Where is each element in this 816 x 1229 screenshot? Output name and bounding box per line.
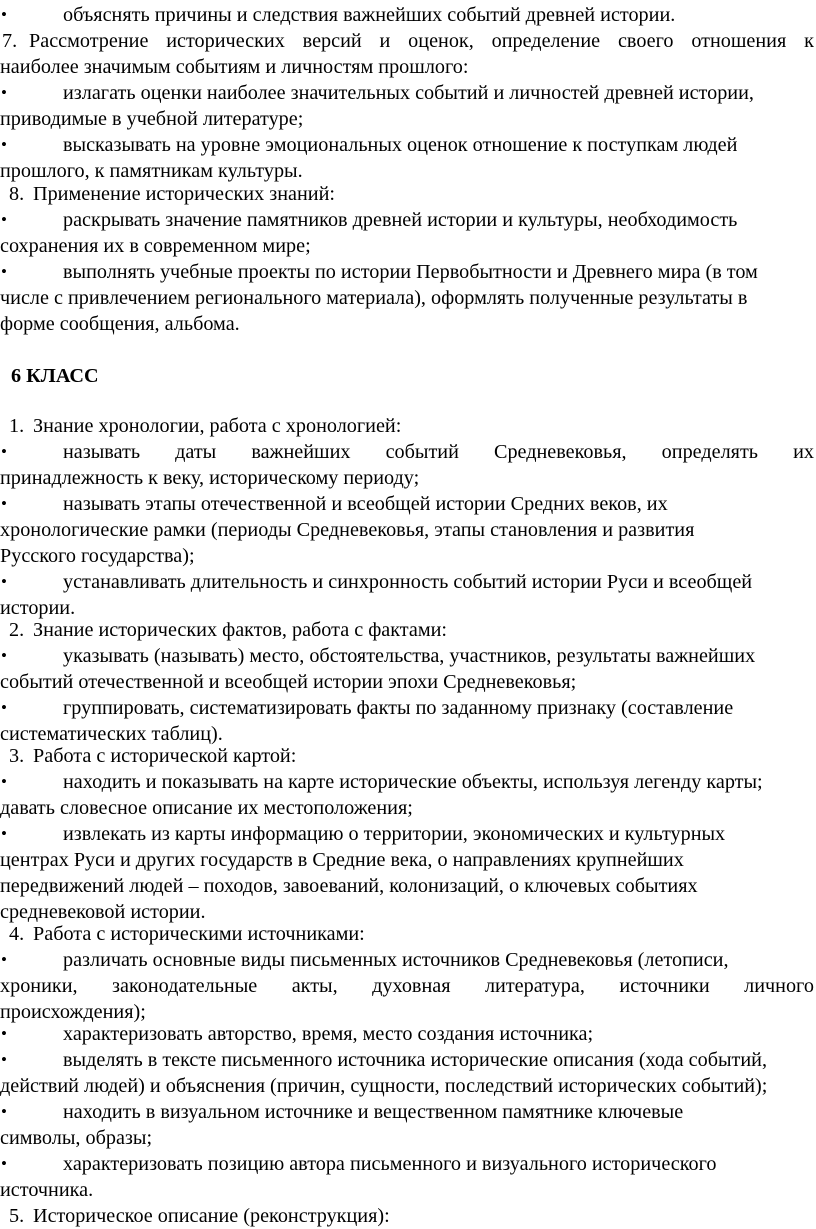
text-line: источника. bbox=[0, 1179, 94, 1201]
text-line: выделять в тексте письменного источника исторические описания (хода событий, bbox=[63, 1049, 768, 1071]
text-line: устанавливать длительность и синхронность событий истории Руси и всеобщей bbox=[63, 571, 753, 593]
bullet-icon: • bbox=[1, 1050, 7, 1069]
bullet-icon: • bbox=[1, 494, 7, 513]
heading-text: 6 КЛАСС bbox=[11, 365, 99, 387]
item-number: 8. bbox=[9, 183, 25, 205]
text-line: находить и показывать на карте исторические объекты, используя легенду карты; bbox=[63, 771, 763, 793]
text-line: числе с привлечением регионального материала), оформлять полученные результаты в bbox=[0, 287, 748, 309]
item-number: 1. bbox=[9, 415, 25, 437]
text-line: наиболее значимым событиям и личностям прошлого: bbox=[0, 56, 469, 78]
text-line: давать словесное описание их местоположения; bbox=[0, 797, 413, 819]
bullet-icon: • bbox=[1, 950, 7, 969]
text-line: Работа с исторической картой: bbox=[33, 745, 297, 767]
text-line: характеризовать авторство, время, место создания источника; bbox=[63, 1023, 594, 1045]
text-line: Знание исторических фактов, работа с фактами: bbox=[33, 619, 448, 641]
bullet-icon: • bbox=[1, 698, 7, 717]
bullet-icon: • bbox=[1, 1154, 7, 1173]
bullet-icon: • bbox=[1, 572, 7, 591]
bullet-icon: • bbox=[1, 442, 7, 461]
text-line: называть этапы отечественной и всеобщей истории Средних веков, их bbox=[63, 493, 668, 515]
text-line: излагать оценки наиболее значительных событий и личностей древней истории, bbox=[63, 82, 754, 104]
text-line: раскрывать значение памятников древней истории и культуры, необходимость bbox=[63, 209, 738, 231]
text-line: приводимые в учебной литературе; bbox=[0, 108, 304, 130]
text-line: объяснять причины и следствия важнейших событий древней истории. bbox=[63, 4, 676, 26]
text-line: хронологические рамки (периоды Средневековья, этапы становления и развития bbox=[0, 519, 695, 541]
text-line: Рассмотрение исторических версий и оценок, определение своего отношения к bbox=[29, 30, 814, 52]
bullet-icon: • bbox=[1, 772, 7, 791]
text-line: происхождения); bbox=[0, 1001, 146, 1023]
bullet-icon: • bbox=[1, 1102, 7, 1121]
text-line: хроники, законодательные акты, духовная литература, источники личного bbox=[0, 975, 814, 997]
text-line: Знание хронологии, работа с хронологией: bbox=[33, 415, 402, 437]
text-line: группировать, систематизировать факты по заданному признаку (составление bbox=[63, 697, 734, 719]
text-line: средневековой истории. bbox=[0, 901, 206, 923]
text-line: сохранения их в современном мире; bbox=[0, 235, 311, 257]
bullet-icon: • bbox=[1, 646, 7, 665]
bullet-icon: • bbox=[1, 1024, 7, 1043]
bullet-icon: • bbox=[1, 83, 7, 102]
bullet-icon: • bbox=[1, 262, 7, 281]
text-line: выполнять учебные проекты по истории Первобытности и Древнего мира (в том bbox=[63, 261, 758, 283]
text-line: действий людей) и объяснения (причин, сущности, последствий исторических событий); bbox=[0, 1075, 768, 1097]
text-line: принадлежность к веку, историческому периоду; bbox=[0, 467, 420, 489]
item-number: 3. bbox=[9, 745, 25, 767]
text-line: Русского государства); bbox=[0, 545, 195, 567]
text-line: Применение исторических знаний: bbox=[33, 183, 335, 205]
text-line: различать основные виды письменных источников Средневековья (летописи, bbox=[63, 949, 729, 971]
text-line: передвижений людей – походов, завоеваний, колонизаций, о ключевых событиях bbox=[0, 875, 698, 897]
text-line: центрах Руси и других государств в Средние века, о направлениях крупнейших bbox=[0, 849, 684, 871]
text-line: форме сообщения, альбома. bbox=[0, 313, 240, 335]
text-line: называть даты важнейших событий Средневековья, определять их bbox=[63, 441, 814, 463]
text-line: Историческое описание (реконструкция): bbox=[33, 1205, 390, 1227]
text-line: извлекать из карты информацию о территории, экономических и культурных bbox=[63, 823, 726, 845]
text-line: событий отечественной и всеобщей истории эпохи Средневековья; bbox=[0, 671, 577, 693]
bullet-icon: • bbox=[1, 824, 7, 843]
text-line: высказывать на уровне эмоциональных оценок отношение к поступкам людей bbox=[63, 134, 738, 156]
text-line: характеризовать позицию автора письменного и визуального исторического bbox=[63, 1153, 717, 1175]
bullet-icon: • bbox=[1, 5, 7, 24]
bullet-icon: • bbox=[1, 210, 7, 229]
text-line: находить в визуальном источнике и вещественном памятнике ключевые bbox=[63, 1101, 684, 1123]
bullet-icon: • bbox=[1, 135, 7, 154]
text-line: систематических таблиц). bbox=[0, 723, 223, 745]
text-line: прошлого, к памятникам культуры. bbox=[0, 160, 303, 182]
item-number: 5. bbox=[9, 1205, 25, 1227]
item-number: 4. bbox=[9, 923, 25, 945]
text-line: символы, образы; bbox=[0, 1127, 153, 1149]
item-number: 2. bbox=[9, 619, 25, 641]
text-line: истории. bbox=[0, 597, 76, 619]
item-number: 7. bbox=[2, 30, 18, 52]
text-line: указывать (называть) место, обстоятельства, участников, результаты важнейших bbox=[63, 645, 756, 667]
text-line: Работа с историческими источниками: bbox=[33, 923, 365, 945]
